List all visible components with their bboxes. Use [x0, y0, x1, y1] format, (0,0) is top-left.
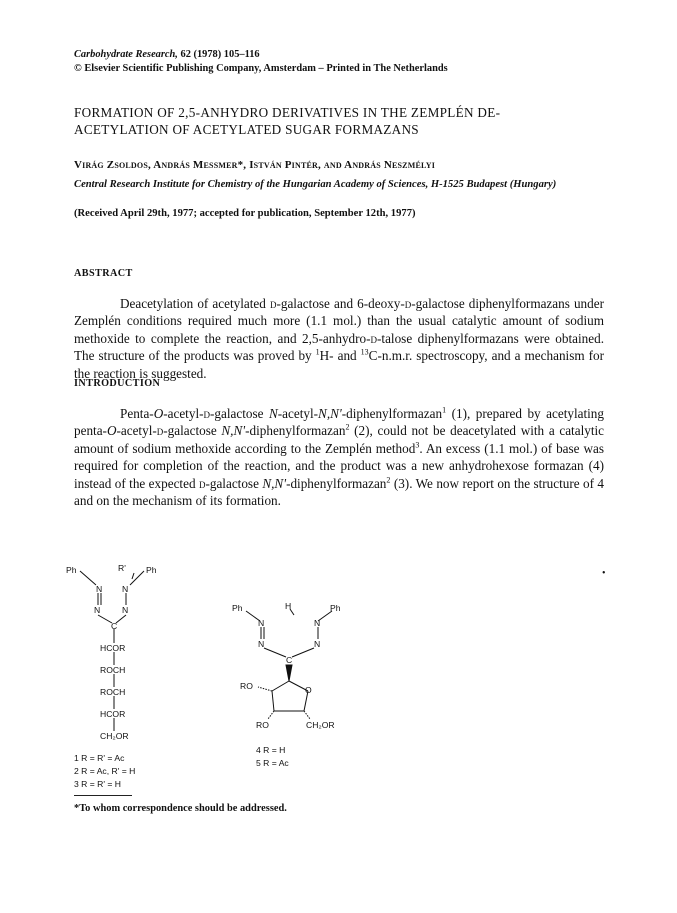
open-chain-labels	[66, 565, 157, 789]
abstract-text-9: C-n.m.r. spectroscopy, and a mechanism for the reaction is suggested.	[74, 348, 604, 381]
received-date: (Received April 29th, 1977; accepted for publication, September 12th, 1977)	[74, 208, 416, 219]
hcor-label: HCOR	[100, 709, 126, 719]
abstract-text-2: d	[269, 296, 277, 311]
introduction-heading: INTRODUCTION	[74, 378, 161, 389]
anhydro-ring-labels	[232, 601, 341, 768]
intro-text: N,N'	[318, 406, 342, 421]
intro-text: N	[268, 406, 278, 421]
nitrogen-label: N	[96, 584, 103, 594]
ring-oxygen-label: O	[305, 685, 312, 695]
stray-mark: •	[602, 568, 606, 579]
intro-text: d	[203, 406, 210, 421]
intro-text: -galactose	[205, 475, 263, 491]
compound-legend: 2 R = Ac, R' = H	[74, 766, 136, 776]
phenyl-label: Ph	[330, 603, 341, 613]
intro-text: d	[198, 475, 206, 491]
ch2or-label: CH₂OR	[100, 731, 129, 741]
nitrogen-label: N	[314, 618, 321, 628]
compound-legend: 4 R = H	[256, 745, 286, 755]
footnote: *To whom correspondence should be addressed.	[74, 803, 287, 814]
intro-text: -galactose	[163, 423, 222, 439]
intro-text: Penta-	[120, 406, 154, 421]
intro-text: (3). We now report on the structure of 4 and on the mechanism of its formation.	[74, 475, 605, 509]
intro-text: -diphenylformazan	[286, 475, 387, 491]
abstract-text-6: d	[370, 330, 378, 346]
ch2or-label: CH₂OR	[306, 720, 335, 730]
paper-title	[74, 104, 634, 138]
abstract-superscript-2: 13	[360, 347, 369, 357]
intro-text: O	[106, 423, 117, 439]
introduction-body	[74, 405, 604, 509]
carbon-label: C	[111, 621, 118, 631]
abstract-text-5: -galactose diphenylformazans under Zemplén conditions required much more (1.1 mol.) than the usual catalytic amount of sodium methoxide to complete the reaction, and 2,5-anhydro-	[74, 296, 604, 346]
structure-figure	[60, 565, 620, 790]
hydrogen-label: H	[285, 601, 292, 611]
intro-text: -diphenylformazan	[341, 406, 443, 421]
title-line-2: ACETYLATION OF ACETYLATED SUGAR FORMAZANS	[74, 122, 419, 137]
compound-legend: 5 R = Ac	[256, 758, 289, 768]
intro-text: N,N'	[221, 423, 246, 439]
footnote-rule	[74, 795, 132, 796]
ro-label: RO	[240, 681, 253, 691]
nitrogen-label: N	[314, 639, 321, 649]
abstract-text-1: Deacetylation of acetylated	[120, 296, 270, 311]
r-prime-label: R'	[118, 565, 126, 573]
publisher-line: © Elsevier Scientific Publishing Company, Amsterdam – Printed in The Netherlands	[74, 63, 448, 74]
abstract-heading: ABSTRACT	[74, 268, 133, 279]
author-list: Virág Zsoldos, András Messmer*, István Pintér, and András Neszmélyi	[74, 159, 436, 171]
compound-legend: 1 R = R' = Ac	[74, 753, 125, 763]
intro-text: -acetyl-	[116, 423, 157, 439]
journal-ref: 62 (1978) 105–116	[177, 49, 260, 60]
intro-text: -acetyl-	[277, 406, 319, 421]
roch-label: ROCH	[100, 687, 126, 697]
intro-text: (2), could not be deacetylated with a catalytic amount of sodium methoxide according to the Zemplén method	[74, 423, 605, 456]
abstract-text-7: -talose diphenylformazans were obtained. The structure of the products was proved by	[74, 330, 604, 364]
journal-header	[74, 48, 448, 76]
phenyl-label: Ph	[232, 603, 243, 613]
intro-text: N,N'	[262, 475, 287, 491]
intro-superscript: 2	[345, 423, 350, 433]
roch-label: ROCH	[100, 665, 126, 675]
affiliation: Central Research Institute for Chemistry of the Hungarian Academy of Sciences, H-1525 Budapest (Hungary)	[74, 179, 557, 190]
abstract-text-8: H- and	[319, 348, 361, 364]
intro-text: -diphenylformazan	[245, 423, 346, 439]
nitrogen-label: N	[94, 605, 101, 615]
abstract-body	[74, 295, 604, 382]
phenyl-label: Ph	[146, 565, 157, 575]
nitrogen-label: N	[258, 639, 265, 649]
intro-text: -acetyl-	[163, 406, 204, 421]
intro-superscript: 1	[442, 405, 447, 415]
nitrogen-label: N	[122, 584, 129, 594]
intro-text: (1), prepared by acetylating penta-	[74, 406, 604, 439]
phenyl-label: Ph	[66, 565, 77, 575]
carbon-label: C	[286, 655, 293, 665]
compound-legend: 3 R = R' = H	[74, 779, 122, 789]
title-line-1: FORMATION OF 2,5-ANHYDRO DERIVATIVES IN THE ZEMPLÉN DE-	[74, 105, 501, 120]
nitrogen-label: N	[258, 618, 265, 628]
ro-label: RO	[256, 720, 269, 730]
abstract-superscript-1: 1	[315, 347, 320, 357]
nitrogen-label: N	[122, 605, 129, 615]
journal-citation	[74, 48, 448, 62]
intro-superscript: 2	[386, 475, 391, 485]
intro-text: O	[153, 406, 164, 421]
hcor-label: HCOR	[100, 643, 126, 653]
abstract-text-4: d	[404, 296, 412, 311]
intro-text: -galactose	[210, 406, 269, 421]
abstract-text-3: -galactose and 6-deoxy-	[276, 296, 405, 311]
intro-text: . An excess (1.1 mol.) of base was required for completion of the reaction, and the product was a new anhydrohexose formazan (4) instead of the expected	[74, 440, 604, 491]
intro-superscript: 3	[415, 440, 420, 450]
journal-name: Carbohydrate Research,	[74, 49, 178, 60]
intro-text: d	[156, 423, 164, 439]
